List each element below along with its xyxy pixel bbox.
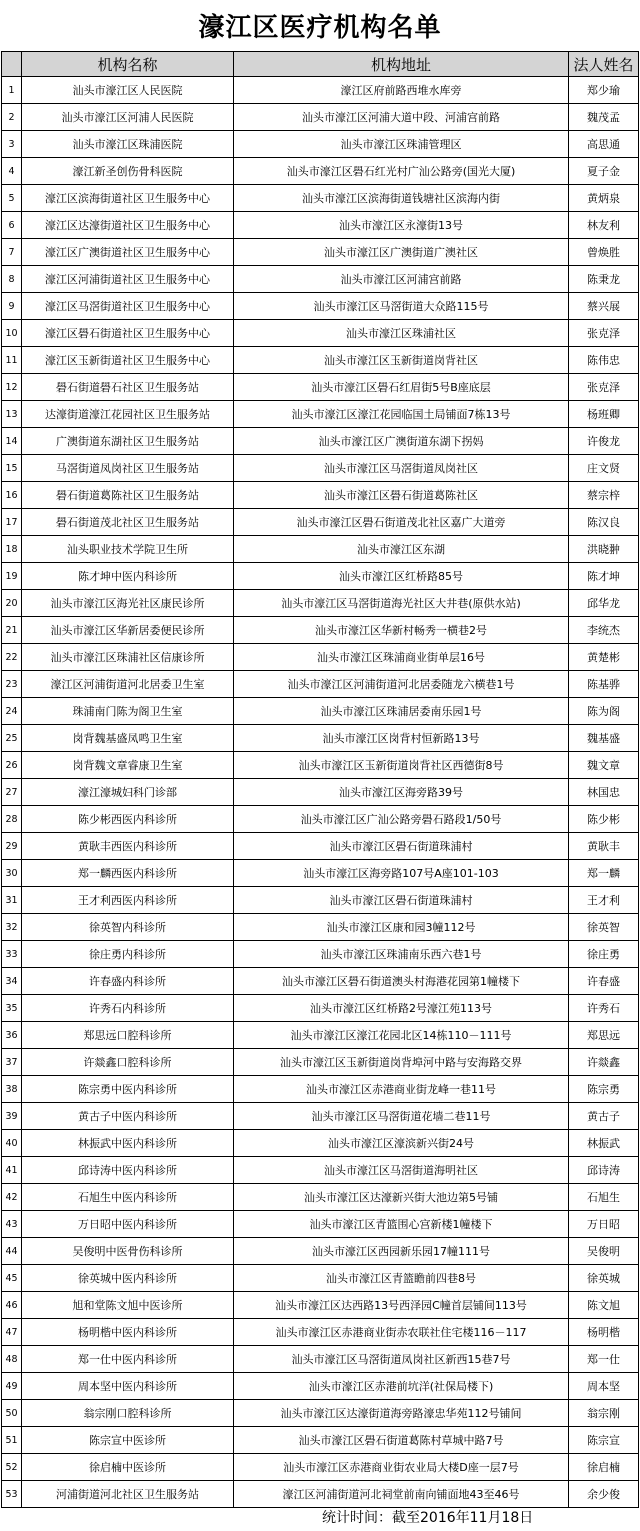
table-row	[2, 671, 639, 698]
table-row	[2, 1211, 639, 1238]
table-row	[2, 833, 639, 860]
cell-legal-person[interactable]: 翁宗刚	[569, 1400, 639, 1427]
cell-institution-name[interactable]: 濠江区玉新街道社区卫生服务中心	[22, 347, 234, 374]
cell-address[interactable]: 汕头市濠江区马滘街道凤岗社区新西15巷7号	[234, 1346, 569, 1373]
table-row	[2, 806, 639, 833]
cell-institution-name[interactable]: 汕头市濠江区珠浦医院	[22, 131, 234, 158]
table-row	[2, 536, 639, 563]
cell-legal-person[interactable]: 周本坚	[569, 1373, 639, 1400]
table-row	[2, 1184, 639, 1211]
cell-institution-name[interactable]: 徐启楠中医诊所	[22, 1454, 234, 1481]
table-row	[2, 995, 639, 1022]
cell-institution-name[interactable]: 石旭生中医内科诊所	[22, 1184, 234, 1211]
cell-address[interactable]: 汕头市濠江区马滘街道海光社区大井巷(原供水站)	[234, 590, 569, 617]
cell-address[interactable]: 汕头市濠江区永濠街13号	[234, 212, 569, 239]
table-row	[2, 860, 639, 887]
cell-institution-name[interactable]: 河浦街道河北社区卫生服务站	[22, 1481, 234, 1508]
table-row	[2, 158, 639, 185]
cell-address[interactable]: 汕头市濠江区青篮围心宫新楼1幢楼下	[234, 1211, 569, 1238]
cell-address[interactable]: 汕头市濠江区濠江花园临国土局铺面7栋13号	[234, 401, 569, 428]
table-row	[2, 428, 639, 455]
cell-legal-person[interactable]: 曾焕胜	[569, 239, 639, 266]
table-row	[2, 887, 639, 914]
cell-address[interactable]: 汕头市濠江区礐石街道葛陈社区	[234, 482, 569, 509]
cell-no[interactable]: 31	[2, 887, 22, 914]
cell-institution-name[interactable]: 濠江濠城妇科门诊部	[22, 779, 234, 806]
cell-no[interactable]: 5	[2, 185, 22, 212]
cell-institution-name[interactable]: 郑一仕中医内科诊所	[22, 1346, 234, 1373]
cell-institution-name[interactable]: 郑一麟西医内科诊所	[22, 860, 234, 887]
cell-address[interactable]: 濠江区河浦街道河北祠堂前南向铺面地43至46号	[234, 1481, 569, 1508]
table-row	[2, 644, 639, 671]
column-header-no[interactable]	[2, 52, 22, 77]
cell-no[interactable]: 42	[2, 1184, 22, 1211]
table-row	[2, 968, 639, 995]
cell-institution-name[interactable]: 徐英智内科诊所	[22, 914, 234, 941]
cell-institution-name[interactable]: 许燚鑫口腔科诊所	[22, 1049, 234, 1076]
table-row	[2, 185, 639, 212]
cell-address[interactable]: 汕头市濠江区达西路13号西泽园C幢首层铺间113号	[234, 1292, 569, 1319]
cell-institution-name[interactable]: 汕头市濠江区珠浦社区信康诊所	[22, 644, 234, 671]
cell-legal-person[interactable]: 张克泽	[569, 374, 639, 401]
cell-address[interactable]: 濠江区府前路西堆水库旁	[234, 77, 569, 104]
cell-no[interactable]: 4	[2, 158, 22, 185]
cell-address[interactable]: 汕头市濠江区红桥路85号	[234, 563, 569, 590]
cell-legal-person[interactable]: 杨明楷	[569, 1319, 639, 1346]
cell-legal-person[interactable]: 陈宗勇	[569, 1076, 639, 1103]
cell-address[interactable]: 汕头市濠江区礐石红眉街5号B座底层	[234, 374, 569, 401]
cell-no[interactable]: 44	[2, 1238, 22, 1265]
cell-no[interactable]: 26	[2, 752, 22, 779]
cell-address[interactable]: 汕头市濠江区濠江花园北区14栋110－111号	[234, 1022, 569, 1049]
cell-legal-person[interactable]: 许俊龙	[569, 428, 639, 455]
cell-address[interactable]: 汕头市濠江区礐石街道珠浦村	[234, 887, 569, 914]
table-row	[2, 212, 639, 239]
cell-address[interactable]: 汕头市濠江区玉新街道岗背埠河中路与安海路交界	[234, 1049, 569, 1076]
table-row	[2, 374, 639, 401]
cell-legal-person[interactable]: 石旭生	[569, 1184, 639, 1211]
cell-no[interactable]: 11	[2, 347, 22, 374]
cell-no[interactable]: 39	[2, 1103, 22, 1130]
cell-address[interactable]: 汕头市濠江区滨海街道钱塘社区滨海内街	[234, 185, 569, 212]
table-row	[2, 131, 639, 158]
table-row	[2, 1130, 639, 1157]
cell-no[interactable]: 19	[2, 563, 22, 590]
table-row	[2, 1481, 639, 1508]
cell-address[interactable]: 汕头市濠江区岗背村恒新路13号	[234, 725, 569, 752]
cell-legal-person[interactable]: 徐庄勇	[569, 941, 639, 968]
cell-no[interactable]: 30	[2, 860, 22, 887]
cell-no[interactable]: 43	[2, 1211, 22, 1238]
cell-legal-person[interactable]: 陈汉良	[569, 509, 639, 536]
cell-no[interactable]: 9	[2, 293, 22, 320]
table-row	[2, 293, 639, 320]
cell-legal-person[interactable]: 魏基盛	[569, 725, 639, 752]
cell-no[interactable]: 35	[2, 995, 22, 1022]
table-row	[2, 1319, 639, 1346]
cell-address[interactable]: 汕头市濠江区礐石街道葛陈村草城中路7号	[234, 1427, 569, 1454]
cell-no[interactable]: 38	[2, 1076, 22, 1103]
table-row	[2, 320, 639, 347]
cell-institution-name[interactable]: 翁宗刚口腔科诊所	[22, 1400, 234, 1427]
cell-address[interactable]: 汕头市濠江区达濠街道海旁路濠忠华苑112号铺间	[234, 1400, 569, 1427]
cell-institution-name[interactable]: 周本坚中医内科诊所	[22, 1373, 234, 1400]
cell-institution-name[interactable]: 万日昭中医内科诊所	[22, 1211, 234, 1238]
cell-legal-person[interactable]: 陈伟忠	[569, 347, 639, 374]
cell-legal-person[interactable]: 蔡兴展	[569, 293, 639, 320]
cell-no[interactable]: 6	[2, 212, 22, 239]
table-row	[2, 1076, 639, 1103]
cell-no[interactable]: 14	[2, 428, 22, 455]
cell-legal-person[interactable]: 魏文章	[569, 752, 639, 779]
cell-address[interactable]: 汕头市濠江区赤港商业街赤农联社住宅楼116－117	[234, 1319, 569, 1346]
table-row	[2, 509, 639, 536]
table-row	[2, 1346, 639, 1373]
cell-institution-name[interactable]: 吴俊明中医骨伤科诊所	[22, 1238, 234, 1265]
table-row	[2, 1373, 639, 1400]
table-row	[2, 77, 639, 104]
cell-address[interactable]: 汕头市濠江区华新村畅秀一横巷2号	[234, 617, 569, 644]
table-row	[2, 1427, 639, 1454]
table-row	[2, 239, 639, 266]
cell-address[interactable]: 汕头市濠江区达濠新兴街大池边第5号铺	[234, 1184, 569, 1211]
cell-institution-name[interactable]: 陈宗宣中医诊所	[22, 1427, 234, 1454]
cell-address[interactable]: 汕头市濠江区西园新乐园17幢111号	[234, 1238, 569, 1265]
cell-legal-person[interactable]: 郑少瑜	[569, 77, 639, 104]
cell-legal-person[interactable]: 张克泽	[569, 320, 639, 347]
table-row	[2, 698, 639, 725]
cell-no[interactable]: 24	[2, 698, 22, 725]
cell-no[interactable]: 28	[2, 806, 22, 833]
table-row	[2, 104, 639, 131]
cell-legal-person[interactable]: 洪晓翀	[569, 536, 639, 563]
cell-institution-name[interactable]: 礐石街道礐石社区卫生服务站	[22, 374, 234, 401]
table-row	[2, 617, 639, 644]
cell-no[interactable]: 36	[2, 1022, 22, 1049]
cell-no[interactable]: 46	[2, 1292, 22, 1319]
table-row	[2, 1400, 639, 1427]
cell-address[interactable]: 汕头市濠江区珠浦南乐西六巷1号	[234, 941, 569, 968]
sheet-title: 濠江区医疗机构名单	[198, 12, 442, 43]
cell-legal-person[interactable]: 庄文贤	[569, 455, 639, 482]
cell-legal-person[interactable]: 林振武	[569, 1130, 639, 1157]
cell-no[interactable]: 51	[2, 1427, 22, 1454]
cell-institution-name[interactable]: 许秀石内科诊所	[22, 995, 234, 1022]
cell-address[interactable]: 汕头市濠江区赤港商业街龙峰一巷11号	[234, 1076, 569, 1103]
column-header-name[interactable]: 机构名称	[22, 52, 234, 77]
cell-no[interactable]: 52	[2, 1454, 22, 1481]
cell-institution-name[interactable]: 濠江区礐石街道社区卫生服务中心	[22, 320, 234, 347]
cell-legal-person[interactable]: 魏茂孟	[569, 104, 639, 131]
cell-legal-person[interactable]: 李统杰	[569, 617, 639, 644]
cell-no[interactable]: 2	[2, 104, 22, 131]
table-row	[2, 1265, 639, 1292]
cell-no[interactable]: 32	[2, 914, 22, 941]
cell-address[interactable]: 汕头市濠江区青篮瞻前四巷8号	[234, 1265, 569, 1292]
cell-legal-person[interactable]: 陈基骅	[569, 671, 639, 698]
cell-institution-name[interactable]: 濠江新圣创伤骨科医院	[22, 158, 234, 185]
cell-legal-person[interactable]: 夏子金	[569, 158, 639, 185]
cell-legal-person[interactable]: 黄炳泉	[569, 185, 639, 212]
cell-no[interactable]: 8	[2, 266, 22, 293]
cell-legal-person[interactable]: 余少俊	[569, 1481, 639, 1508]
table-row	[2, 779, 639, 806]
cell-legal-person[interactable]: 陈秉龙	[569, 266, 639, 293]
cell-legal-person[interactable]: 林友利	[569, 212, 639, 239]
cell-address[interactable]: 汕头市濠江区礐石街道茂北社区嘉广大道旁	[234, 509, 569, 536]
cell-institution-name[interactable]: 岗背魏基盛凤鸣卫生室	[22, 725, 234, 752]
cell-address[interactable]: 汕头市濠江区河浦宫前路	[234, 266, 569, 293]
cell-no[interactable]: 1	[2, 77, 22, 104]
table-row	[2, 752, 639, 779]
cell-no[interactable]: 25	[2, 725, 22, 752]
cell-institution-name[interactable]: 黄耿丰西医内科诊所	[22, 833, 234, 860]
cell-no[interactable]: 15	[2, 455, 22, 482]
cell-legal-person[interactable]: 徐英智	[569, 914, 639, 941]
cell-no[interactable]: 41	[2, 1157, 22, 1184]
cell-legal-person[interactable]: 陈宗宣	[569, 1427, 639, 1454]
cell-institution-name[interactable]: 陈宗勇中医内科诊所	[22, 1076, 234, 1103]
cell-institution-name[interactable]: 汕头市濠江区海光社区康民诊所	[22, 590, 234, 617]
cell-legal-person[interactable]: 高思通	[569, 131, 639, 158]
cell-legal-person[interactable]: 许燚鑫	[569, 1049, 639, 1076]
cell-address[interactable]: 汕头市濠江区珠浦社区	[234, 320, 569, 347]
cell-institution-name[interactable]: 濠江区马滘街道社区卫生服务中心	[22, 293, 234, 320]
cell-legal-person[interactable]: 陈才坤	[569, 563, 639, 590]
column-header-person[interactable]: 法人姓名	[569, 52, 639, 77]
cell-institution-name[interactable]: 邱诗涛中医内科诊所	[22, 1157, 234, 1184]
cell-legal-person[interactable]: 吴俊明	[569, 1238, 639, 1265]
cell-institution-name[interactable]: 汕头职业技术学院卫生所	[22, 536, 234, 563]
table-row	[2, 1292, 639, 1319]
cell-legal-person[interactable]: 黄古子	[569, 1103, 639, 1130]
table-row	[2, 1238, 639, 1265]
cell-institution-name[interactable]: 汕头市濠江区河浦人民医院	[22, 104, 234, 131]
cell-legal-person[interactable]: 邱诗涛	[569, 1157, 639, 1184]
cell-legal-person[interactable]: 郑思远	[569, 1022, 639, 1049]
cell-no[interactable]: 21	[2, 617, 22, 644]
cell-institution-name[interactable]: 濠江区达濠街道社区卫生服务中心	[22, 212, 234, 239]
table-row	[2, 266, 639, 293]
cell-address[interactable]: 汕头市濠江区河浦街道河北居委随龙六横巷1号	[234, 671, 569, 698]
footer-label: 统计时间：	[322, 1510, 392, 1526]
table-row	[2, 401, 639, 428]
cell-institution-name[interactable]: 旭和堂陈文旭中医诊所	[22, 1292, 234, 1319]
cell-address[interactable]: 汕头市濠江区珠浦居委南乐园1号	[234, 698, 569, 725]
cell-no[interactable]: 27	[2, 779, 22, 806]
cell-no[interactable]: 47	[2, 1319, 22, 1346]
cell-institution-name[interactable]: 郑思远口腔科诊所	[22, 1022, 234, 1049]
cell-institution-name[interactable]: 礐石街道葛陈社区卫生服务站	[22, 482, 234, 509]
cell-institution-name[interactable]: 汕头市濠江区人民医院	[22, 77, 234, 104]
cell-address[interactable]: 汕头市濠江区东湖	[234, 536, 569, 563]
cell-address[interactable]: 汕头市濠江区马滘街道凤岗社区	[234, 455, 569, 482]
cell-no[interactable]: 20	[2, 590, 22, 617]
cell-no[interactable]: 17	[2, 509, 22, 536]
cell-address[interactable]: 汕头市濠江区海旁路39号	[234, 779, 569, 806]
cell-institution-name[interactable]: 濠江区广澳街道社区卫生服务中心	[22, 239, 234, 266]
cell-institution-name[interactable]: 岗背魏文章睿康卫生室	[22, 752, 234, 779]
cell-no[interactable]: 13	[2, 401, 22, 428]
cell-legal-person[interactable]: 陈为阁	[569, 698, 639, 725]
cell-legal-person[interactable]: 陈少彬	[569, 806, 639, 833]
table-row	[2, 1049, 639, 1076]
cell-address[interactable]: 汕头市濠江区濠滨新兴街24号	[234, 1130, 569, 1157]
statistics-footer	[322, 1506, 622, 1530]
cell-legal-person[interactable]: 许秀石	[569, 995, 639, 1022]
cell-no[interactable]: 45	[2, 1265, 22, 1292]
table-row	[2, 914, 639, 941]
cell-institution-name[interactable]: 达濠街道濠江花园社区卫生服务站	[22, 401, 234, 428]
cell-address[interactable]: 汕头市濠江区珠浦商业街单层16号	[234, 644, 569, 671]
cell-address[interactable]: 汕头市濠江区马滘街道花墙二巷11号	[234, 1103, 569, 1130]
cell-institution-name[interactable]: 濠江区河浦街道社区卫生服务中心	[22, 266, 234, 293]
cell-address[interactable]: 汕头市濠江区河浦大道中段、河浦宫前路	[234, 104, 569, 131]
table-row	[2, 1157, 639, 1184]
cell-address[interactable]: 汕头市濠江区礐石红光村广汕公路旁(国光大厦)	[234, 158, 569, 185]
cell-institution-name[interactable]: 徐庄勇内科诊所	[22, 941, 234, 968]
cell-address[interactable]: 汕头市濠江区玉新街道岗背社区西德街8号	[234, 752, 569, 779]
cell-legal-person[interactable]: 郑一麟	[569, 860, 639, 887]
cell-legal-person[interactable]: 黄耿丰	[569, 833, 639, 860]
cell-institution-name[interactable]: 礐石街道茂北社区卫生服务站	[22, 509, 234, 536]
cell-address[interactable]: 汕头市濠江区赤港商业街农业局大楼D座一层7号	[234, 1454, 569, 1481]
cell-address[interactable]: 汕头市濠江区赤港前坑洋(社保局楼下)	[234, 1373, 569, 1400]
cell-no[interactable]: 18	[2, 536, 22, 563]
cell-legal-person[interactable]: 邱华龙	[569, 590, 639, 617]
table-row	[2, 590, 639, 617]
cell-legal-person[interactable]: 林国忠	[569, 779, 639, 806]
cell-institution-name[interactable]: 许春盛内科诊所	[22, 968, 234, 995]
cell-no[interactable]: 53	[2, 1481, 22, 1508]
cell-legal-person[interactable]: 蔡宗梓	[569, 482, 639, 509]
cell-address[interactable]: 汕头市濠江区马滘街道海明社区	[234, 1157, 569, 1184]
cell-institution-name[interactable]: 杨明楷中医内科诊所	[22, 1319, 234, 1346]
cell-no[interactable]: 16	[2, 482, 22, 509]
cell-address[interactable]: 汕头市濠江区礐石街道珠浦村	[234, 833, 569, 860]
footer-date: 截至2016年11月18日	[392, 1510, 534, 1526]
cell-no[interactable]: 34	[2, 968, 22, 995]
cell-legal-person[interactable]: 万日昭	[569, 1211, 639, 1238]
cell-institution-name[interactable]: 陈少彬西医内科诊所	[22, 806, 234, 833]
institution-table	[1, 51, 639, 1508]
table-row	[2, 725, 639, 752]
cell-no[interactable]: 12	[2, 374, 22, 401]
cell-institution-name[interactable]: 徐英城中医内科诊所	[22, 1265, 234, 1292]
table-row	[2, 455, 639, 482]
cell-no[interactable]: 49	[2, 1373, 22, 1400]
cell-no[interactable]: 37	[2, 1049, 22, 1076]
cell-institution-name[interactable]: 陈才坤中医内科诊所	[22, 563, 234, 590]
cell-no[interactable]: 48	[2, 1346, 22, 1373]
cell-institution-name[interactable]: 珠浦南门陈为阁卫生室	[22, 698, 234, 725]
cell-no[interactable]: 7	[2, 239, 22, 266]
table-row	[2, 1022, 639, 1049]
cell-legal-person[interactable]: 陈文旭	[569, 1292, 639, 1319]
table-row	[2, 941, 639, 968]
cell-legal-person[interactable]: 王才利	[569, 887, 639, 914]
cell-no[interactable]: 3	[2, 131, 22, 158]
cell-no[interactable]: 33	[2, 941, 22, 968]
cell-no[interactable]: 40	[2, 1130, 22, 1157]
cell-address[interactable]: 汕头市濠江区玉新街道岗背社区	[234, 347, 569, 374]
column-header-address[interactable]: 机构地址	[234, 52, 569, 77]
cell-address[interactable]: 汕头市濠江区广澳街道东湖下拐妈	[234, 428, 569, 455]
table-row	[2, 1103, 639, 1130]
cell-institution-name[interactable]: 广澳街道东湖社区卫生服务站	[22, 428, 234, 455]
cell-address[interactable]: 汕头市濠江区红桥路2号濠江苑113号	[234, 995, 569, 1022]
cell-no[interactable]: 22	[2, 644, 22, 671]
cell-institution-name[interactable]: 濠江区河浦街道河北居委卫生室	[22, 671, 234, 698]
cell-address[interactable]: 汕头市濠江区马滘街道大众路115号	[234, 293, 569, 320]
cell-institution-name[interactable]: 马滘街道凤岗社区卫生服务站	[22, 455, 234, 482]
table-body	[2, 77, 639, 1508]
cell-legal-person[interactable]: 杨班卿	[569, 401, 639, 428]
cell-no[interactable]: 23	[2, 671, 22, 698]
table-row	[2, 347, 639, 374]
cell-address[interactable]: 汕头市濠江区礐石街道澳头村海港花园第1幢楼下	[234, 968, 569, 995]
cell-address[interactable]: 汕头市濠江区广汕公路旁礐石路段1/50号	[234, 806, 569, 833]
cell-no[interactable]: 29	[2, 833, 22, 860]
cell-address[interactable]: 汕头市濠江区康和园3幢112号	[234, 914, 569, 941]
cell-institution-name[interactable]: 汕头市濠江区华新居委便民诊所	[22, 617, 234, 644]
table-row	[2, 563, 639, 590]
cell-address[interactable]: 汕头市濠江区广澳街道广澳社区	[234, 239, 569, 266]
cell-address[interactable]: 汕头市濠江区海旁路107号A座101-103	[234, 860, 569, 887]
cell-no[interactable]: 50	[2, 1400, 22, 1427]
table-row	[2, 482, 639, 509]
table-header-row	[2, 52, 639, 77]
cell-institution-name[interactable]: 林振武中医内科诊所	[22, 1130, 234, 1157]
cell-institution-name[interactable]: 王才利西医内科诊所	[22, 887, 234, 914]
cell-address[interactable]: 汕头市濠江区珠浦管理区	[234, 131, 569, 158]
table-row	[2, 1454, 639, 1481]
cell-no[interactable]: 10	[2, 320, 22, 347]
cell-institution-name[interactable]: 濠江区滨海街道社区卫生服务中心	[22, 185, 234, 212]
cell-legal-person[interactable]: 徐启楠	[569, 1454, 639, 1481]
cell-legal-person[interactable]: 徐英城	[569, 1265, 639, 1292]
cell-legal-person[interactable]: 郑一仕	[569, 1346, 639, 1373]
cell-legal-person[interactable]: 许春盛	[569, 968, 639, 995]
cell-legal-person[interactable]: 黄楚彬	[569, 644, 639, 671]
cell-institution-name[interactable]: 黄古子中医内科诊所	[22, 1103, 234, 1130]
